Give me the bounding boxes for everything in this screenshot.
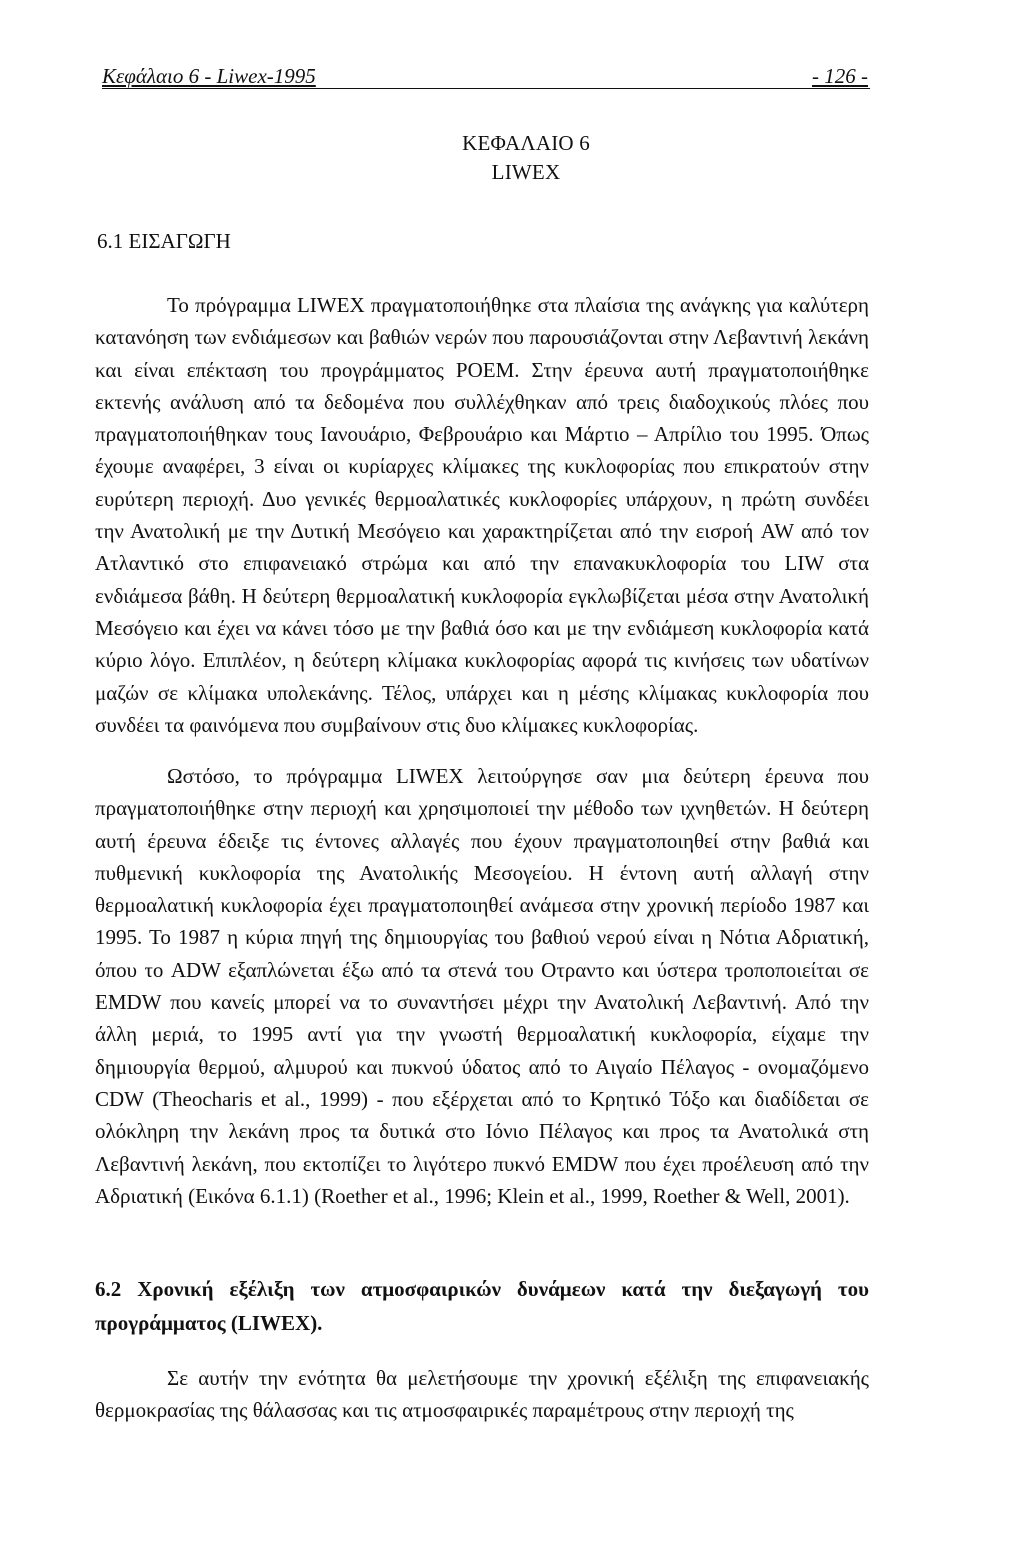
body-paragraph: Ωστόσο, το πρόγραμμα LIWEX λειτούργησε σαν μια δεύτερη έρευνα που πραγματοποιήθηκε στην περιοχή και χρησιμοποιεί την μέθοδο των ιχνηθετών. Η δεύτερη αυτή έρευνα έδειξε τις έντονες αλλαγές που έχουν πραγματοποιηθεί στην βαθιά και πυθμενική κυκλοφορία της Ανατολικής Μεσογείου. Η έντονη αυτή αλλαγή στην θερμοαλατική κυκλοφορία έχει πραγματοποιηθεί ανάμεσα στην χρονική περίοδο 1987 και 1995. Το 1987 η κύρια πηγή της δημιουργίας του βαθιού νερού είναι η Νότια Αδριατική, όπου το ADW εξαπλώνεται έξω από τα στενά του Οτραντο και ύστερα τροποποιείται σε EMDW που κανείς μπορεί να το συναντήσει μέχρι την Ανατολική Λεβαντινή. Από την άλλη μεριά, το 1995 αντί για την γνωστή θερμοαλατική κυκλοφορία, είχαμε την δημιουργία θερμού, αλμυρού και πυκνού ύδατος από το Αιγαίο Πέλαγος - ονομαζόμενο CDW (Theocharis et al., 1999) - που εξέρχεται από το Κρητικό Τόξο και διαδίδεται σε ολόκληρη την λεκάνη προς τα δυτικά στο Ιόνιο Πέλαγος και προς τα Ανατολικά στη Λεβαντινή λεκάνη, που εκτοπίζει το λιγότερο πυκνό EMDW που έχει προέλευση από την Αδριατική (Εικόνα 6.1.1) (Roether et al., 1996; Klein et al., 1999, Roether & Well, 2001). (95, 764, 869, 1208)
body-paragraph: Το πρόγραμμα LIWEX πραγματοποιήθηκε στα πλαίσια της ανάγκης για καλύτερη κατανόηση των ενδιάμεσων και βαθιών νερών που παρουσιάζονται στην Λεβαντινή λεκάνη και είναι επέκταση του προγράμματος POEM. Στην έρευνα αυτή πραγματοποιήθηκε εκτενής ανάλυση από τα δεδομένα που συλλέχθηκαν από τρεις διαδοχικούς πλόες που πραγματοποιήθηκαν τους Ιανουάριο, Φεβρουάριο και Μάρτιο – Απρίλιο του 1995. Όπως έχουμε αναφέρει, 3 είναι οι κυρίαρχες κλίμακες της κυκλοφορίας που επικρατούν στην ευρύτερη περιοχή. Δυο γενικές θερμοαλατικές κυκλοφορίες υπάρχουν, η πρώτη συνδέει την Ανατολική με την Δυτική Μεσόγειο και χαρακτηρίζεται από την εισροή AW από τον Ατλαντικό στο επιφανειακό στρώμα και από την επανακυκλοφορία του LIW στα ενδιάμεσα βάθη. Η δεύτερη θερμοαλατική κυκλοφορία εγκλωβίζεται μέσα στην Ανατολική Μεσόγειο και έχει να κάνει τόσο με την βαθιά όσο και με την ενδιάμεση κυκλοφορία κατά κύριο λόγο. Επιπλέον, η δεύτερη κλίμακα κυκλοφορίας αφορά τις κινήσεις των υδατίνων μαζών σε κλίμακα υπολεκάνης. Τέλος, υπάρχει και η μέσης κλίμακας κυκλοφορία που συνδέει τα φαινόμενα που συμβαίνουν στις δυο κλίμακες κυκλοφορίας. (95, 293, 869, 737)
section-heading: 6.1 ΕΙΣΑΓΩΓΗ (97, 229, 231, 253)
chapter-label: ΚΕΦΑΛΑΙΟ 6 (462, 131, 590, 155)
page-header (102, 60, 870, 89)
subsection-heading: 6.2 Χρονική εξέλιξη των ατμοσφαιρικών δυνάμεων κατά την διεξαγωγή του προγράμματος (LIWEX). (95, 1277, 869, 1335)
page-number: - 126 - (812, 64, 868, 88)
running-title: Κεφάλαιο 6 - Liwex-1995 (102, 64, 316, 88)
body-paragraph: Σε αυτήν την ενότητα θα μελετήσουμε την χρονική εξέλιξη της επιφανειακής θερμοκρασίας της θάλασσας και τις ατμοσφαιρικές παραμέτρους στην περιοχή της (95, 1366, 869, 1423)
chapter-name: LIWEX (491, 160, 561, 184)
